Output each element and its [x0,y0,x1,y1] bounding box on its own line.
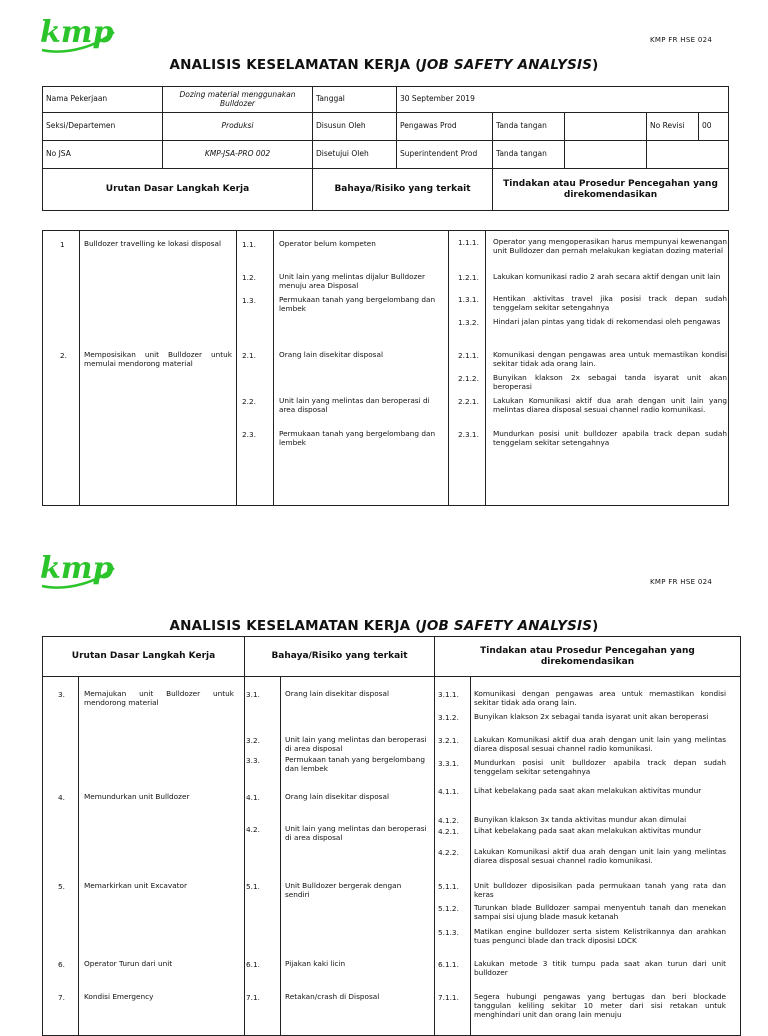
action-text: Bunyikan klakson 2x sebagai tanda isyarat unit akan beroperasi [493,373,727,391]
label-nama-pekerjaan: Nama Pekerjaan [43,87,163,113]
hazard-number: 7.1. [246,993,260,1002]
action-text: Mundurkan posisi unit bulldozer apabila track depan sudah tenggelam sekitar setengahnya [493,429,727,447]
action-text: Komunikasi dengan pengawas area untuk memastikan kondisi sekitar tidak ada orang lain. [493,350,727,368]
label-disusun: Disusun Oleh [313,113,397,141]
header-actions-2: Tindakan atau Prosedur Pencegahan yang direkomendasikan [435,637,741,677]
hazard-number: 1.2. [242,273,256,282]
hazard-text: Unit Bulldozer bergerak dengan sendiri [285,881,402,899]
step-number: 6. [58,960,65,969]
logo-lettering: kmp [40,15,114,50]
action-text: Mundurkan posisi unit bulldozer apabila track depan sudah tenggelam sekitar setengahnya [474,758,726,776]
value-no-revisi: 00 [699,113,729,141]
label-no-jsa: No JSA [43,141,163,169]
hazard-number: 4.1. [246,793,260,802]
action-number: 3.1.2. [438,713,459,722]
logo-lettering-2: kmp [40,551,114,586]
hazard-number: 1.1. [242,240,256,249]
step-text: Memajukan unit Bulldozer untuk mendorong material [84,689,234,707]
action-text: Lakukan Komunikasi aktif dua arah dengan unit lain yang melintas diarea disposal sesuai channel radio komunikasi. [474,735,726,753]
header-hazards: Bahaya/Risiko yang terkait [313,169,493,211]
action-number: 1.3.1. [458,295,479,304]
hazard-number: 6.1. [246,960,260,969]
hazard-number: 2.1. [242,351,256,360]
kmp-logo-2 [38,546,118,594]
value-seksi: Produksi [163,113,313,141]
label-tanggal: Tanggal [313,87,397,113]
action-number: 1.1.1. [458,238,479,247]
value-nama-pekerjaan: Dozing material menggunakan Bulldozer [163,87,313,113]
action-text: Bunyikan klakson 2x sebagai tanda isyarat unit akan beroperasi [474,712,709,721]
action-number: 6.1.1. [438,960,459,969]
hazard-text: Unit lain yang melintas dan beroperasi di area disposal [285,824,427,842]
label-ttd-1: Tanda tangan [493,113,565,141]
action-number: 2.3.1. [458,430,479,439]
hazard-number: 3.1. [246,690,260,699]
hazard-text: Retakan/crash di Disposal [285,992,380,1001]
action-text: Komunikasi dengan pengawas area untuk memastikan kondisi sekitar tidak ada orang lain. [474,689,726,707]
header-hazards-2: Bahaya/Risiko yang terkait [245,637,435,677]
action-number: 4.1.1. [438,787,459,796]
action-number: 2.1.2. [458,374,479,383]
value-no-jsa: KMP-JSA-PRO 002 [163,141,313,169]
action-number: 1.3.2. [458,318,479,327]
value-disetujui: Superintendent Prod [397,141,493,169]
action-text: Hentikan aktivitas travel jika posisi track depan sudah tenggelam sekitar setengahnya [493,294,727,312]
step-text: Operator Turun dari unit [84,959,173,968]
header-steps-2: Urutan Dasar Langkah Kerja [43,637,245,677]
action-number: 1.2.1. [458,273,479,282]
action-text: Hindari jalan pintas yang tidak di rekomendasi oleh pengawas [493,317,721,326]
hazard-text: Orang lain disekitar disposal [285,792,389,801]
action-text: Operator yang mengoperasikan harus mempunyai kewenangan unit Bulldozer dan pernah melakukan kegiatan dozing material [493,237,727,255]
header-table-2 [42,636,741,677]
hazard-number: 4.2. [246,825,260,834]
action-number: 2.1.1. [458,351,479,360]
step-number: 7. [58,993,65,1002]
action-number: 7.1.1. [438,993,459,1002]
hazard-text: Permukaan tanah yang bergelombang dan lembek [279,429,436,447]
action-text: Bunyikan klakson 3x tanda aktivitas mundur akan dimulai [474,815,687,824]
info-table [42,86,729,211]
action-number: 4.2.2. [438,848,459,857]
step-text: Kondisi Emergency [84,992,154,1001]
label-no-revisi: No Revisi [647,113,699,141]
action-text: Lakukan metode 3 titik tumpu pada saat akan turun dari unit bulldozer [474,959,726,977]
action-text: Lakukan komunikasi radio 2 arah secara aktif dengan unit lain [493,272,721,281]
label-disetujui: Disetujui Oleh [313,141,397,169]
action-text: Segera hubungi pengawas yang bertugas dan beri blockade tanggulan keliling sekitar 10 meter dari sisi retakan untuk menghindari unit dan orang lain menuju [474,992,726,1019]
hazard-text: Permukaan tanah yang bergelombang dan lembek [285,755,426,773]
action-number: 2.2.1. [458,397,479,406]
action-text: Matikan engine bulldozer serta sistem Kelistrikannya dan arahkan tuas pengunci blade dan track diposisi LOCK [474,927,726,945]
label-ttd-2: Tanda tangan [493,141,565,169]
hazard-text: Orang lain disekitar disposal [285,689,389,698]
step-number: 1 [60,240,65,249]
action-number: 3.3.1. [438,759,459,768]
hazard-text: Unit lain yang melintas dijalur Bulldozer menuju area Disposal [279,272,425,290]
action-text: Lihat kebelakang pada saat akan melakukan aktivitas mundur [474,786,702,795]
value-tanggal: 30 September 2019 [397,87,729,113]
step-text: Memarkirkan unit Excavator [84,881,187,890]
action-number: 4.1.2. [438,816,459,825]
hazard-text: Permukaan tanah yang bergelombang dan lembek [279,295,436,313]
step-number: 2. [60,351,67,360]
action-text: Turunkan blade Bulldozer sampai menyentuh tanah dan menekan sampai sisi ujung blade masuk ketanah [474,903,726,921]
value-disusun: Pengawas Prod [397,113,493,141]
page-title-2: ANALISIS KESELAMATAN KERJA (JOB SAFETY ANALYSIS) [169,618,599,634]
action-text: Lihat kebelakang pada saat akan melakukan aktivitas mundur [474,826,702,835]
step-number: 5. [58,882,65,891]
ttd-2-field [565,141,647,169]
doc-code-2: KMP FR HSE 024 [650,578,713,586]
hazard-number: 2.2. [242,397,256,406]
action-text: Lakukan Komunikasi aktif dua arah dengan unit lain yang melintas diarea disposal sesuai channel radio komunikasi. [493,396,727,414]
hazard-number: 3.3. [246,756,260,765]
ttd-1-field [565,113,647,141]
step-number: 3. [58,690,65,699]
action-number: 3.1.1. [438,690,459,699]
header-steps: Urutan Dasar Langkah Kerja [43,169,313,211]
hazard-text: Pijakan kaki licin [285,959,346,968]
action-text: Unit bulldozer diposisikan pada permukaan tanah yang rata dan keras [474,881,726,899]
action-number: 5.1.2. [438,904,459,913]
action-number: 4.2.1. [438,827,459,836]
doc-code: KMP FR HSE 024 [650,36,713,44]
hazard-number: 2.3. [242,430,256,439]
action-number: 5.1.3. [438,928,459,937]
page-2 [0,530,768,1024]
hazard-number: 5.1. [246,882,260,891]
action-number: 5.1.1. [438,882,459,891]
kmp-logo [38,10,118,58]
label-seksi: Seksi/Departemen [43,113,163,141]
hazard-text: Orang lain disekitar disposal [279,350,383,359]
step-text: Memundurkan unit Bulldozer [84,792,190,801]
page-title: ANALISIS KESELAMATAN KERJA (JOB SAFETY ANALYSIS) [169,57,599,73]
hazard-text: Unit lain yang melintas dan beroperasi di area disposal [279,396,430,414]
step-text: Memposisikan unit Bulldozer untuk memulai mendorong material [84,350,232,368]
action-text: Lakukan Komunikasi aktif dua arah dengan unit lain yang melintas diarea disposal sesuai channel radio komunikasi. [474,847,726,865]
step-text: Bulldozer travelling ke lokasi disposal [84,239,222,248]
header-actions: Tindakan atau Prosedur Pencegahan yang direkomendasikan [493,169,729,211]
hazard-text: Unit lain yang melintas dan beroperasi di area disposal [285,735,427,753]
hazard-number: 1.3. [242,296,256,305]
step-number: 4. [58,793,65,802]
action-number: 3.2.1. [438,736,459,745]
empty-cell [647,141,729,169]
hazard-number: 3.2. [246,736,260,745]
hazard-text: Operator belum kompeten [279,239,376,248]
